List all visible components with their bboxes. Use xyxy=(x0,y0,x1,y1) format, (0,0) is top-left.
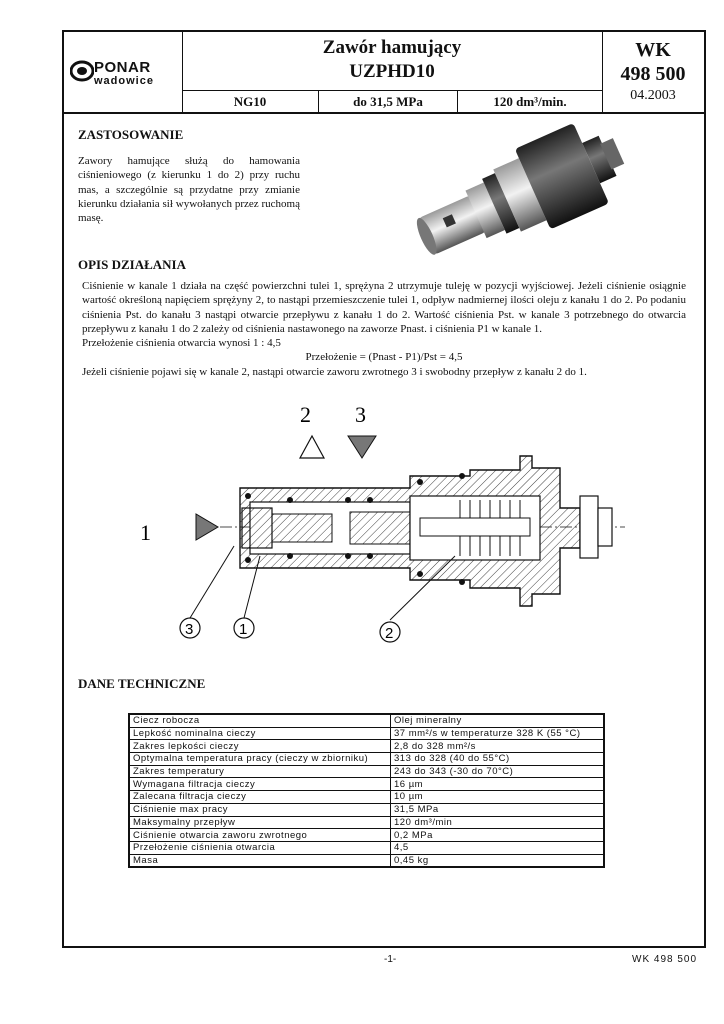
tech-data-table xyxy=(128,713,605,868)
table-cell-value: 2,8 do 328 mm²/s xyxy=(391,740,605,753)
table-cell-value: 243 do 343 (-30 do 70°C) xyxy=(391,765,605,778)
port-label-3: 3 xyxy=(355,402,366,427)
opis-paragraph-1: Ciśnienie w kanale 1 działa na część powierzchni tulei 1, sprężyna 2 utrzymuje tuleję w pozycji wyjściowej. Jeżeli ciśnienie osiągnie wartość określoną napięciem sprężyny 2, to nastąpi przemieszczenie tulei 1, odpływ nadmiernej ilości oleju z kanału 1 do 2. Po podaniu ciśnienia Pst. do kanału 3 nastąpi otwarcie przepływu z kanału 1 do 2. Wartość ciśnienia Pst. w kanale 3 potrzebnego do otwarcia przepływu z kanału 1 do 2 zależy od ciśnienia nastawonego na zaworze Pnast. i ciśnienia P1 w kanale 1. xyxy=(82,280,686,335)
table-cell-parameter: Ciśnienie otwarcia zaworu zwrotnego xyxy=(129,829,391,842)
table-cell-value: 0,2 MPa xyxy=(391,829,605,842)
valve-photo xyxy=(408,116,634,264)
callout-3-label: 3 xyxy=(185,621,194,638)
spec-pressure: do 31,5 MPa xyxy=(319,91,458,113)
table-cell-parameter: Lepkość nominalna cieczy xyxy=(129,727,391,740)
logo-name: PONAR xyxy=(94,59,151,76)
opis-formula: Przełożenie = (Pnast - P1)/Pst = 4,5 xyxy=(305,351,463,364)
section-heading-opis: OPIS DZIAŁANIA xyxy=(78,257,186,272)
spec-row xyxy=(182,90,603,113)
table-cell-value: 120 dm³/min xyxy=(391,816,605,829)
table-cell-parameter: Przełożenie ciśnienia otwarcia xyxy=(129,841,391,854)
table-cell-value: 31,5 MPa xyxy=(391,803,605,816)
zastosowanie-text: Zawory hamujące służą do hamowania ciśnieniowego (z kierunku 1 do 2) przy ruchu mas, a szczególnie są przydatne przy zmianie kierunku działania sił wywołanych przez ruchomą masę. xyxy=(78,155,300,225)
opis-ratio: Przełożenie ciśnienia otwarcia wynosi 1 : 4,5 xyxy=(82,337,281,350)
table-row xyxy=(129,727,604,740)
table-cell-value: 10 µm xyxy=(391,791,605,804)
port-1-arrow-icon xyxy=(196,514,218,540)
callout-2-label: 2 xyxy=(385,625,394,642)
spec-flow: 120 dm³/min. xyxy=(493,94,567,109)
table-row xyxy=(129,841,604,854)
table-cell-value: 16 µm xyxy=(391,778,605,791)
doc-date: 04.2003 xyxy=(630,88,676,103)
table-cell-parameter: Ciecz robocza xyxy=(129,714,391,727)
table-cell-parameter: Zalecana filtracja cieczy xyxy=(129,791,391,804)
table-cell-value: 0,45 kg xyxy=(391,854,605,867)
table-cell-parameter: Zakres temperatury xyxy=(129,765,391,778)
table-cell-value: Olej mineralny xyxy=(391,714,605,727)
doc-code-number: 498 500 xyxy=(620,63,686,85)
doc-model: UZPHD10 xyxy=(349,61,435,82)
title-block xyxy=(182,32,603,90)
opis-text xyxy=(82,279,686,379)
table-cell-parameter: Ciśnienie max pracy xyxy=(129,803,391,816)
table-row xyxy=(129,816,604,829)
table-row xyxy=(129,854,604,867)
doc-code-prefix: WK xyxy=(635,39,671,61)
valve-body xyxy=(220,456,625,606)
port-3-arrow-icon xyxy=(348,436,376,458)
table-cell-parameter: Maksymalny przepływ xyxy=(129,816,391,829)
table-cell-parameter: Zakres lepkości cieczy xyxy=(129,740,391,753)
table-cell-parameter: Wymagana filtracja cieczy xyxy=(129,778,391,791)
logo-text xyxy=(94,60,154,87)
table-cell-value: 313 do 328 (40 do 55°C) xyxy=(391,753,605,766)
logo-sub: wadowice xyxy=(94,75,154,87)
callout-1-label: 1 xyxy=(239,621,248,638)
table-cell-parameter: Masa xyxy=(129,854,391,867)
logo xyxy=(64,32,183,112)
section-heading-dane: DANE TECHNICZNE xyxy=(78,676,206,691)
table-row xyxy=(129,765,604,778)
table-row xyxy=(129,753,604,766)
table-row xyxy=(129,791,604,804)
port-2-arrow-icon xyxy=(300,436,324,458)
port-label-1: 1 xyxy=(140,520,151,545)
spec-ng: NG10 xyxy=(182,91,319,113)
table-row xyxy=(129,829,604,842)
table-row xyxy=(129,714,604,727)
valve-cross-section xyxy=(120,396,640,652)
table-row xyxy=(129,803,604,816)
code-block xyxy=(602,32,704,112)
port-label-2: 2 xyxy=(300,402,311,427)
doc-title: Zawór hamujący xyxy=(322,37,462,58)
table-row xyxy=(129,740,604,753)
header xyxy=(64,32,704,112)
footer-code: WK 498 500 xyxy=(632,954,698,965)
table-cell-value: 4,5 xyxy=(391,841,605,854)
opis-paragraph-3: Jeżeli ciśnienie pojawi się w kanale 2, nastąpi otwarcie zaworu zwrotnego 3 i swobodny przepływ z kanału 2 do 1. xyxy=(82,365,587,378)
table-cell-parameter: Optymalna temperatura pracy (cieczy w zbiorniku) xyxy=(129,753,391,766)
header-divider xyxy=(64,112,704,114)
ponar-logo-icon xyxy=(70,60,94,82)
page-number: -1- xyxy=(384,954,397,965)
table-cell-value: 37 mm²/s w temperaturze 328 K (55 °C) xyxy=(391,727,605,740)
section-heading-zastosowanie: ZASTOSOWANIE xyxy=(78,127,184,142)
table-row xyxy=(129,778,604,791)
